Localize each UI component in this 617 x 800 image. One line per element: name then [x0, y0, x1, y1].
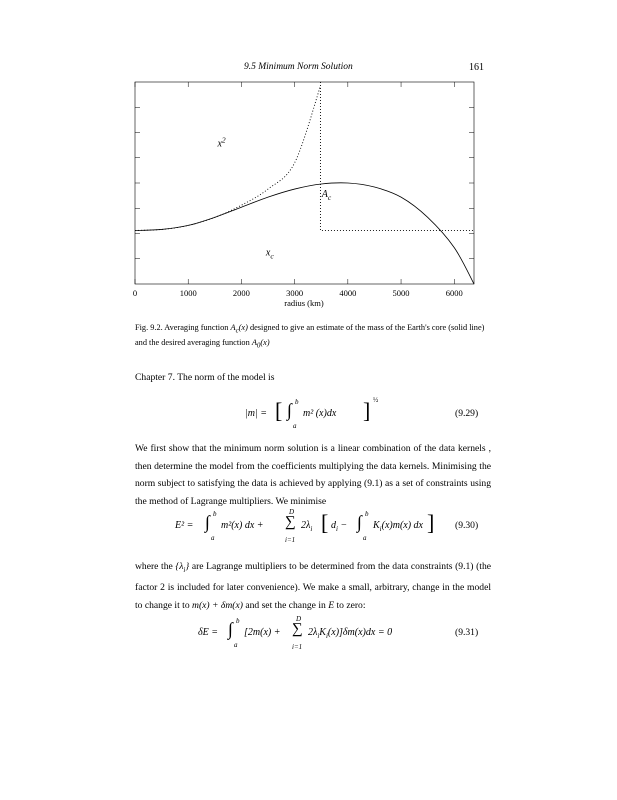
caption-symbol-ac: $A_c(x)$: [230, 323, 248, 335]
eq2-lower-1: a: [211, 534, 215, 542]
averaging-function-chart: [0, 0, 617, 320]
eq2-inner-2: $K_i(x)m(x)$ dx: [373, 520, 423, 533]
eq2-upper-1: b: [213, 510, 217, 518]
plot-frame: [135, 82, 474, 284]
paragraph-3: where the $\{\lambda_i\}$ are Lagrange multipliers to be determined from the data constraints (9.1) (the factor 2 is included for later convenience). We make a small, arbitrary, change in the model to change it to m(x) + δm(x) and set the change in E to zero:: [135, 561, 491, 611]
equation-9-29: |m| = [ ∫ b a m² (x)dx ] ½: [245, 396, 379, 430]
annotation-0: $x^2$: [217, 135, 226, 150]
equation-number-9-29: (9.29): [455, 408, 479, 419]
x-tick-label-2000: 2000: [232, 288, 250, 298]
x-tick-label-6000: 6000: [445, 288, 463, 298]
eq2-term-2: $2\lambda_i$: [301, 520, 313, 533]
annotation-1: $A_c$: [321, 189, 332, 203]
eq1-upper: b: [295, 398, 299, 406]
x-tick-label-5000: 5000: [392, 288, 410, 298]
eq2-inner-1: $d_i$ −: [331, 520, 348, 533]
x-axis-label: radius (km): [284, 298, 324, 308]
eq2-term-1: m²(x) dx +: [221, 520, 264, 531]
eq2-lower-2: a: [363, 534, 367, 542]
x-tick-label-4000: 4000: [339, 288, 357, 298]
equation-number-9-31: (9.31): [455, 627, 479, 638]
page-number: 161: [469, 62, 484, 73]
caption-prefix: Fig. 9.2. Averaging function: [135, 323, 229, 332]
equation-9-31: δE = ∫ b a [2m(x) + D ∑ i=1 $2\lambda_iK_i(x)]\delta m(x)dx = 0$: [198, 615, 393, 651]
equation-number-9-30: (9.30): [455, 520, 479, 531]
eq1-integrand: m² (x)dx: [303, 408, 337, 419]
x-tick-label-1000: 1000: [179, 288, 197, 298]
paragraph-2: We first show that the minimum norm solution is a linear combination of the data kernels , then determine the model from the coefficients multiplying the data kernels. Minimising the norm subject to satisfying the data is achieved by applying (9.1) as a set of constraints using the method of Lagrange multipliers. We minimise: [135, 443, 491, 507]
tick-marks: [135, 82, 474, 284]
eq1-power: ½: [373, 396, 379, 404]
eq3-term-2: $2\lambda_iK_i(x)]\delta m(x)dx = 0$: [308, 627, 393, 640]
eq1-lower: a: [293, 422, 297, 430]
equation-9-30: E² = ∫ b a m²(x) dx + D ∑ i=1 $2\lambda_i$ [ $d_i$ − ∫ b a $K_i(x)m(x)$ dx ]: [175, 508, 435, 544]
x-tick-label-0: 0: [132, 288, 138, 298]
series-x-c: [320, 82, 474, 230]
running-title: 9.5 Minimum Norm Solution: [244, 62, 353, 72]
paragraph-1: Chapter 7. The norm of the model is: [135, 372, 275, 383]
eq3-upper: b: [236, 617, 240, 625]
eq2-sum-bottom: i=1: [285, 536, 296, 544]
eq3-lhs: δE =: [198, 627, 219, 638]
eq2-sum-top: D: [289, 508, 295, 516]
x-tick-labels: [133, 288, 463, 298]
annotation-2: $x_c$: [265, 247, 274, 261]
x-tick-label-3000: 3000: [286, 288, 304, 298]
eq2-upper-2: b: [365, 510, 369, 518]
series-x-2: [135, 86, 320, 230]
caption-middle: designed to give an estimate of the mass of the Earth's core (solid line) and the desired averaging function: [135, 323, 485, 347]
series-a-c: [135, 183, 474, 284]
figure-caption: [135, 322, 490, 351]
eq2-lhs: E² =: [175, 520, 194, 531]
eq3-term-1: [2m(x) +: [244, 627, 281, 638]
eq3-sum-bottom: i=1: [292, 643, 303, 651]
eq3-sum-top: D: [296, 615, 302, 623]
chart-series: [135, 82, 474, 284]
chart-annotations: [216, 136, 331, 261]
caption-symbol-a0: $A_0(x)$: [251, 337, 270, 350]
eq1-lhs: |m| =: [245, 408, 267, 419]
eq3-lower: a: [234, 641, 238, 649]
